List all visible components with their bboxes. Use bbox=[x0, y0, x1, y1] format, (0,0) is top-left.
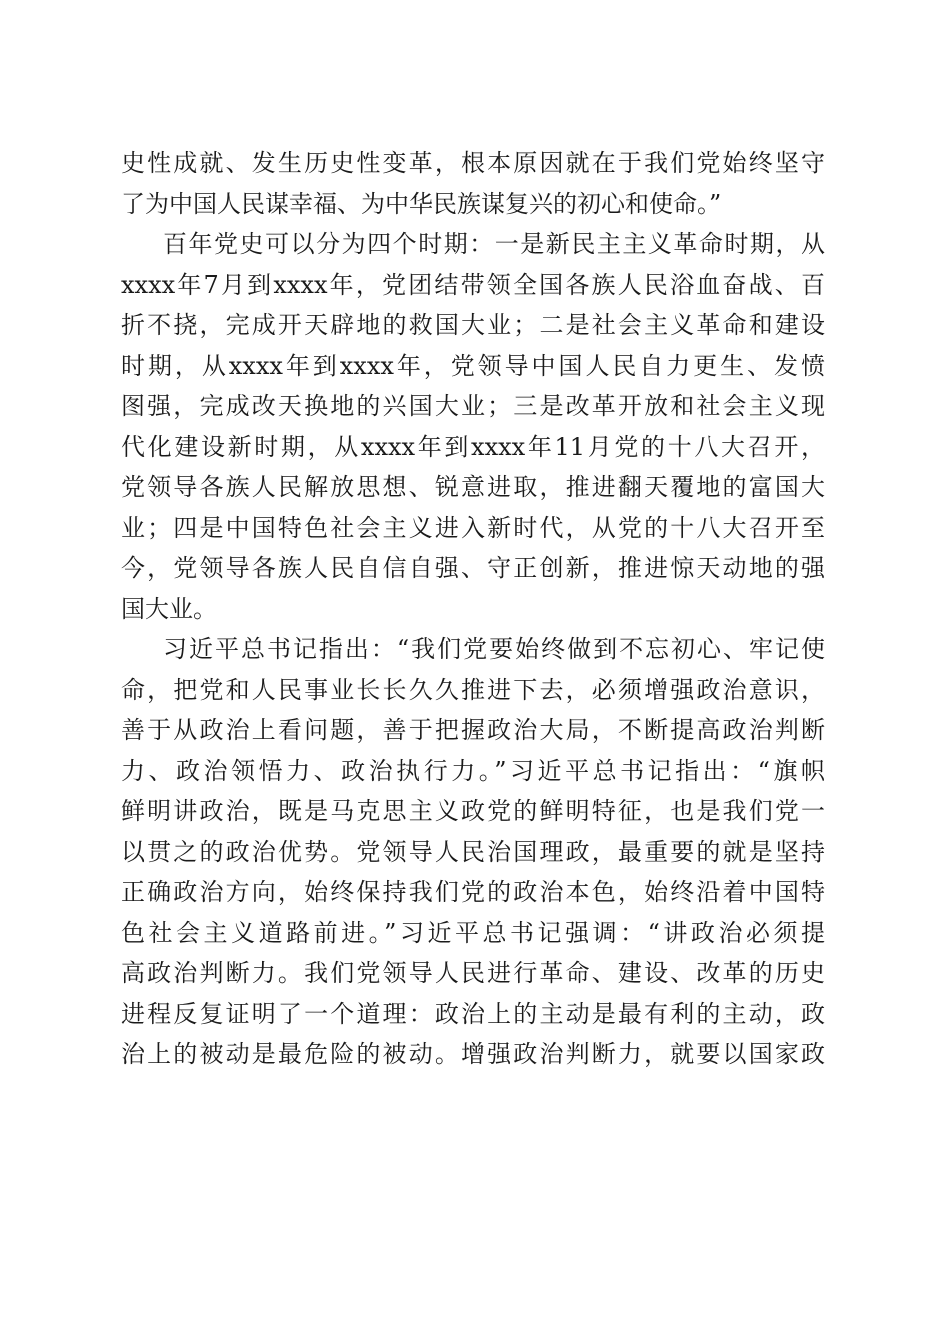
text-line: 图强，完成改天换地的兴国大业；三是改革开放和社会主义现 bbox=[121, 392, 825, 420]
paragraph-start: 习近平总书记指出：“我们党要始终做到不忘初心、牢记使 bbox=[163, 635, 825, 663]
text-line: 国大业。 bbox=[121, 594, 217, 623]
text-line: 鲜明讲政治，既是马克思主义政党的鲜明特征，也是我们党一 bbox=[121, 797, 825, 825]
text-line: 时期，从xxxx年到xxxx年，党领导中国人民自力更生、发愤 bbox=[121, 351, 825, 380]
text-line: 高政治判断力。我们党领导人民进行革命、建设、改革的历史 bbox=[121, 959, 825, 987]
text-line: 史性成就、发生历史性变革，根本原因就在于我们党始终坚守 bbox=[121, 149, 825, 177]
text-line: 色社会主义道路前进。”习近平总书记强调：“讲政治必须提 bbox=[121, 918, 825, 947]
text-line: 命，把党和人民事业长长久久推进下去，必须增强政治意识， bbox=[121, 675, 825, 704]
text-line: 了为中国人民谋幸福、为中华民族谋复兴的初心和使命。” bbox=[121, 189, 722, 218]
text-line: 折不挠，完成开天辟地的救国大业；二是社会主义革命和建设 bbox=[121, 311, 825, 339]
text-line: 业；四是中国特色社会主义进入新时代，从党的十八大召开至 bbox=[121, 513, 825, 542]
text-line: 力、政治领悟力、政治执行力。”习近平总书记指出：“旗帜 bbox=[121, 756, 825, 785]
text-line: 今，党领导各族人民自信自强、守正创新，推进惊天动地的强 bbox=[121, 554, 825, 582]
text-line: 治上的被动是最危险的被动。增强政治判断力，就要以国家政 bbox=[121, 1040, 825, 1068]
text-line: 善于从政治上看问题，善于把握政治大局，不断提高政治判断 bbox=[121, 716, 825, 744]
paragraph-start: 百年党史可以分为四个时期：一是新民主主义革命时期，从 bbox=[163, 230, 825, 258]
text-line: 以贯之的政治优势。党领导人民治国理政，最重要的就是坚持 bbox=[121, 837, 825, 866]
text-line: xxxx年7月到xxxx年，党团结带领全国各族人民浴血奋战、百 bbox=[121, 270, 825, 299]
text-line: 党领导各族人民解放思想、锐意进取，推进翻天覆地的富国大 bbox=[121, 473, 825, 501]
body-text bbox=[121, 143, 825, 1075]
text-line: 正确政治方向，始终保持我们党的政治本色，始终沿着中国特 bbox=[121, 878, 825, 906]
text-line: 进程反复证明了一个道理：政治上的主动是最有利的主动，政 bbox=[121, 999, 825, 1028]
text-line: 代化建设新时期，从xxxx年到xxxx年11月党的十八大召开， bbox=[121, 432, 825, 461]
